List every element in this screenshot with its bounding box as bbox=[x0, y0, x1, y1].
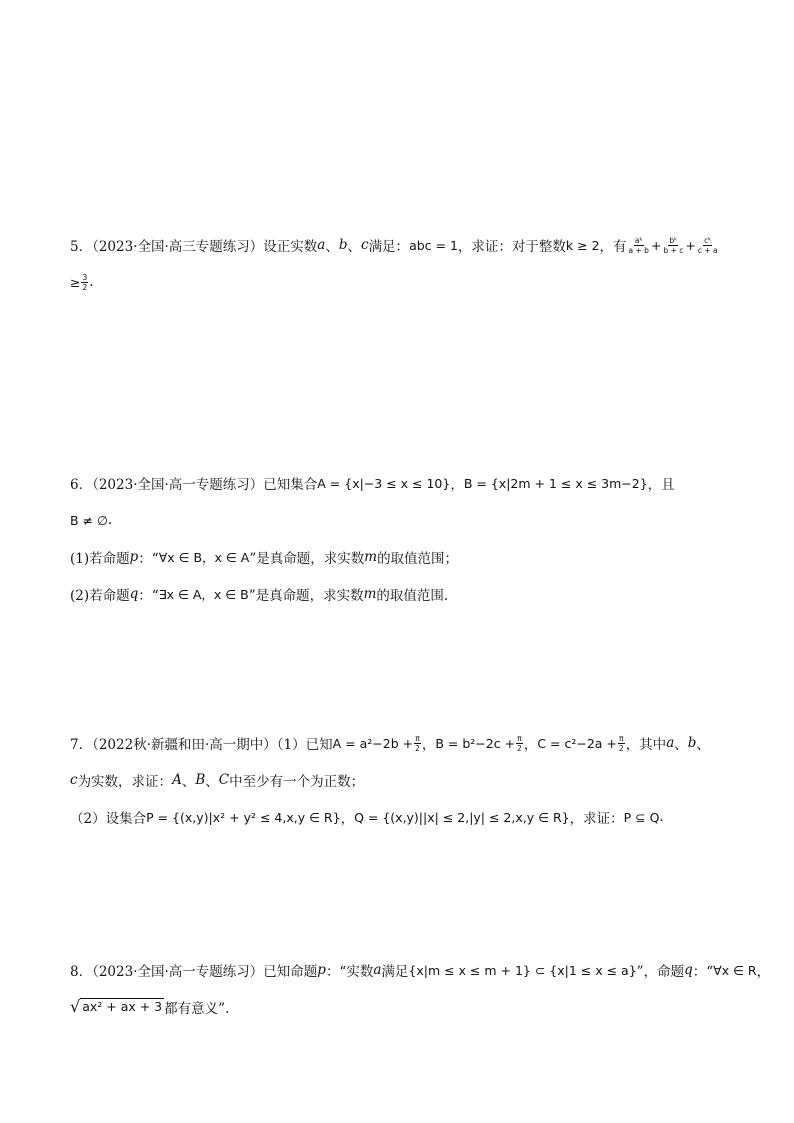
fraction-numerator: bᵏ bbox=[669, 235, 678, 245]
math-variable: a bbox=[666, 735, 675, 751]
problem-text: ， bbox=[523, 737, 538, 753]
math-variable: m bbox=[364, 549, 378, 565]
problem-text: 6．（2023·全国·高一专题练习）已知集合 bbox=[70, 477, 318, 493]
fraction-denominator: 2 bbox=[517, 743, 522, 753]
math-variable: q bbox=[684, 962, 693, 978]
fraction bbox=[628, 236, 650, 255]
problem-text: ， bbox=[450, 477, 464, 493]
math-expression: ≥ bbox=[70, 274, 81, 290]
fraction-denominator: 2 bbox=[415, 743, 420, 753]
math-expression: + bbox=[650, 237, 662, 253]
problem-text: ，且 bbox=[647, 477, 675, 493]
fraction-numerator: π bbox=[517, 733, 522, 743]
problem-text: 7．（2022秋·新疆和田·高一期中）（1）已知 bbox=[70, 737, 333, 753]
problem-text: ，有 bbox=[599, 239, 627, 255]
radical-sign-icon: √ bbox=[70, 997, 81, 1016]
problem-text: ”是真命题，求实数 bbox=[249, 551, 365, 567]
problem-text: ”是真命题，求实数 bbox=[248, 588, 364, 604]
problem-text: 为实数，求证： bbox=[77, 774, 173, 790]
fraction-numerator: π bbox=[415, 733, 420, 743]
problem-text: . bbox=[89, 274, 94, 290]
math-variable: b bbox=[338, 237, 348, 253]
math-expression: B ≠ ∅ bbox=[70, 512, 108, 528]
math-expression: ∃x ∈ A，x ∈ B bbox=[158, 587, 249, 602]
problem-6 bbox=[70, 473, 730, 604]
problem-8 bbox=[70, 960, 771, 1017]
math-variable: q bbox=[129, 586, 139, 602]
fraction-denominator: b + c bbox=[663, 245, 684, 255]
fraction bbox=[662, 236, 684, 255]
problem-line bbox=[70, 807, 730, 827]
math-expression: Q = {(x,y)||x| ≤ 2,|y| ≤ 2,x,y ∈ R} bbox=[354, 809, 570, 825]
math-variable: a bbox=[317, 237, 326, 253]
problem-5 bbox=[70, 235, 730, 292]
problem-text: ， bbox=[756, 964, 771, 980]
fraction bbox=[516, 734, 523, 753]
fraction bbox=[81, 273, 88, 292]
math-expression: B = {x|2m + 1 ≤ x ≤ 3m−2} bbox=[463, 475, 648, 491]
problem-text: . bbox=[659, 809, 664, 825]
math-variable: m bbox=[363, 586, 377, 602]
fraction-denominator: 2 bbox=[82, 282, 88, 292]
problem-line bbox=[70, 272, 730, 292]
problem-text: 的取值范围. bbox=[376, 588, 449, 604]
math-variable: p bbox=[317, 962, 326, 978]
problem-text: 、 bbox=[205, 774, 219, 790]
problem-text: 、 bbox=[696, 737, 710, 753]
fraction-denominator: c + a bbox=[697, 245, 718, 255]
fraction-numerator: π bbox=[619, 733, 624, 743]
fraction bbox=[618, 734, 625, 753]
problem-text: ：“ bbox=[692, 964, 714, 980]
problem-text: ， bbox=[421, 737, 436, 753]
problem-text: ”，命题 bbox=[636, 964, 685, 980]
problem-line bbox=[70, 770, 730, 790]
problem-text: 满足 bbox=[381, 964, 409, 980]
fraction-denominator: 2 bbox=[618, 743, 624, 753]
math-expression: ∀x ∈ R bbox=[713, 962, 757, 978]
problem-line bbox=[70, 235, 730, 255]
problem-line bbox=[70, 733, 730, 753]
problem-text: 5．（2023·全国·高三专题练习）设正实数 bbox=[70, 239, 318, 255]
fraction-denominator: a + b bbox=[628, 245, 649, 255]
problem-text: . bbox=[107, 512, 113, 528]
problem-line bbox=[70, 960, 771, 980]
problem-line bbox=[70, 510, 730, 530]
math-variable: a bbox=[373, 962, 382, 978]
problem-text: 的取值范围； bbox=[377, 551, 459, 567]
problem-text: 都有意义”. bbox=[164, 1001, 230, 1017]
problem-text: ：“实数 bbox=[325, 964, 374, 980]
math-expression: A = {x|−3 ≤ x ≤ 10} bbox=[317, 475, 451, 491]
problem-text: ，求证： bbox=[569, 811, 624, 827]
problem-text: ，其中 bbox=[625, 737, 667, 753]
fraction bbox=[414, 734, 421, 753]
problem-text: 、 bbox=[325, 239, 339, 255]
fraction-numerator: 3 bbox=[82, 272, 88, 282]
math-variable: B bbox=[195, 772, 206, 788]
problem-text: （2）设集合 bbox=[70, 811, 147, 827]
math-expression: P ⊆ Q bbox=[623, 809, 660, 825]
fraction bbox=[697, 236, 719, 255]
square-root bbox=[70, 998, 164, 1016]
problem-text: ：“ bbox=[138, 551, 159, 567]
fraction-numerator: aᵏ bbox=[634, 235, 643, 245]
math-expression: {x|m ≤ x ≤ m + 1} ⊂ {x|1 ≤ x ≤ a} bbox=[408, 962, 637, 978]
math-expression: k ≥ 2 bbox=[565, 237, 600, 253]
problem-text: ，求证：对于整数 bbox=[457, 239, 566, 255]
problem-text: ， bbox=[340, 811, 355, 827]
math-variable: c bbox=[70, 772, 78, 788]
problem-line bbox=[70, 547, 730, 567]
problem-text: ：“ bbox=[138, 588, 159, 604]
problem-line bbox=[70, 997, 730, 1017]
problem-line bbox=[70, 584, 730, 604]
math-variable: C bbox=[218, 772, 230, 788]
math-variable: p bbox=[129, 549, 139, 565]
math-expression: abc = 1 bbox=[409, 237, 458, 253]
problem-7 bbox=[70, 733, 730, 827]
fraction-numerator: cᵏ bbox=[704, 235, 712, 245]
problem-text: 、 bbox=[181, 774, 196, 790]
problem-text: 、 bbox=[347, 239, 361, 255]
math-expression: C = c²−2a + bbox=[537, 735, 617, 751]
math-expression: ∀x ∈ B，x ∈ A bbox=[158, 550, 250, 565]
problem-text: (1)若命题 bbox=[70, 551, 130, 567]
math-expression: + bbox=[685, 237, 696, 253]
problem-line bbox=[70, 473, 730, 493]
problem-text: 8．（2023·全国·高一专题练习）已知命题 bbox=[70, 964, 318, 980]
math-expression: B = b²−2c + bbox=[435, 735, 516, 751]
math-expression: P = {(x,y)|x² + y² ≤ 4,x,y ∈ R} bbox=[146, 809, 341, 825]
math-variable: A bbox=[172, 772, 182, 788]
math-variable: c bbox=[361, 237, 369, 253]
problem-text: 满足： bbox=[368, 239, 410, 255]
math-variable: b bbox=[687, 735, 697, 751]
problem-text: (2)若命题 bbox=[70, 588, 130, 604]
problem-text: 中至少有一个为正数； bbox=[229, 774, 365, 790]
problem-text: 、 bbox=[674, 737, 688, 753]
math-expression: A = a²−2b + bbox=[332, 735, 414, 751]
radicand: ax² + ax + 3 bbox=[82, 999, 163, 1014]
